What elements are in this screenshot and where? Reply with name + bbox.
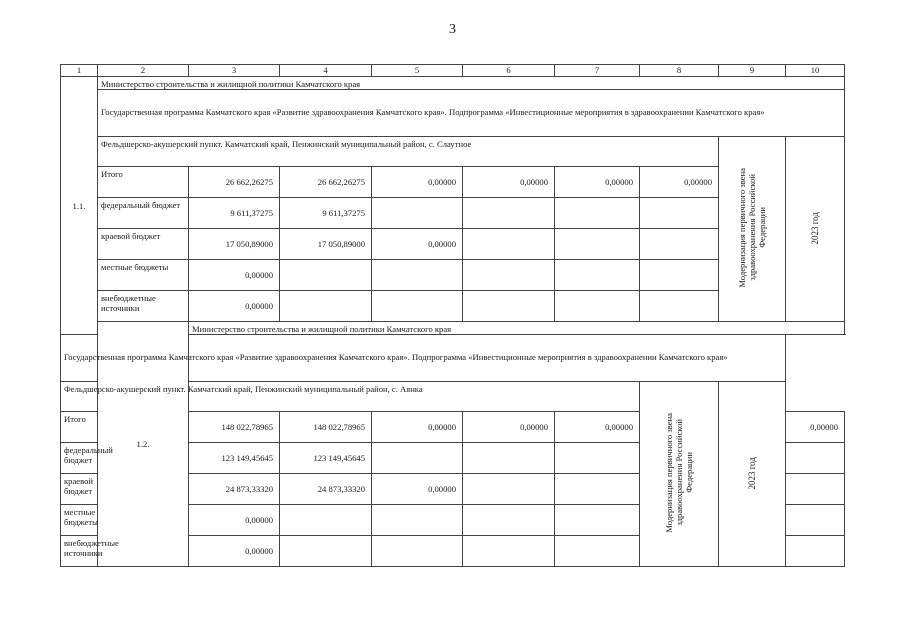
object-name: Фельдшерско-акушерский пункт. Камчатский край, Пенжинский муниципальный район, с. Слаутное [98, 137, 719, 167]
amount-cell [463, 229, 555, 260]
amount-cell [786, 505, 845, 536]
ministry-name: Министерство строительства и жилищной политики Камчатского края [189, 322, 845, 335]
amount-cell: 24 873,33320 [280, 474, 372, 505]
amount-cell [555, 474, 640, 505]
row-label: краевой бюджет [98, 229, 189, 260]
amount-cell: 24 873,33320 [189, 474, 280, 505]
project-number: 1.1. [61, 77, 98, 335]
amount-cell: 9 611,37275 [189, 198, 280, 229]
row-label: федеральный бюджет [98, 198, 189, 229]
column-header: 7 [555, 65, 640, 77]
row-label: местные бюджеты [98, 260, 189, 291]
amount-cell: 0,00000 [463, 412, 555, 443]
amount-cell: 123 149,45645 [189, 443, 280, 474]
amount-cell: 148 022,78965 [189, 412, 280, 443]
row-label: местные бюджеты [61, 505, 98, 536]
amount-cell: 0,00000 [372, 229, 463, 260]
row-label: Итого [61, 412, 98, 443]
amount-cell [372, 291, 463, 322]
amount-cell [640, 291, 719, 322]
amount-cell [555, 443, 640, 474]
amount-cell [463, 443, 555, 474]
year-text: 2023 год [810, 211, 820, 245]
page-number: 3 [449, 22, 456, 37]
amount-cell [463, 474, 555, 505]
amount-cell: 17 050,89000 [189, 229, 280, 260]
amount-cell [640, 198, 719, 229]
amount-cell: 0,00000 [372, 412, 463, 443]
amount-cell: 0,00000 [372, 167, 463, 198]
amount-cell [372, 536, 463, 567]
amount-cell [555, 536, 640, 567]
amount-cell [463, 291, 555, 322]
amount-cell [280, 536, 372, 567]
year-text: 2023 год [747, 456, 757, 490]
amount-cell: 0,00000 [555, 412, 640, 443]
column-header: 3 [189, 65, 280, 77]
amount-cell: 17 050,89000 [280, 229, 372, 260]
amount-cell [280, 260, 372, 291]
row-label: внебюджетные источники [98, 291, 189, 322]
goal-text: Модернизация первичного звена здравоохранения Российской Федерации [737, 168, 767, 288]
ministry-name: Министерство строительства и жилищной политики Камчатского края [98, 77, 845, 90]
column-number-row [61, 65, 845, 77]
column-header: 8 [640, 65, 719, 77]
amount-cell [372, 443, 463, 474]
column-header: 2 [98, 65, 189, 77]
amount-cell: 0,00000 [640, 167, 719, 198]
year-cell [786, 137, 845, 322]
amount-cell [463, 505, 555, 536]
goal-cell [640, 382, 719, 567]
amount-cell: 26 662,26275 [280, 167, 372, 198]
amount-cell [372, 260, 463, 291]
amount-cell [463, 198, 555, 229]
amount-cell [463, 536, 555, 567]
program-name: Государственная программа Камчатского края «Развитие здравоохранения Камчатского края». Подпрограмма «Инвестиционные мероприятия в здравоохранении Камчатского края» [61, 335, 786, 382]
budget-table [60, 64, 845, 567]
amount-cell: 0,00000 [555, 167, 640, 198]
amount-cell: 0,00000 [189, 536, 280, 567]
amount-cell: 148 022,78965 [280, 412, 372, 443]
amount-cell: 0,00000 [786, 412, 845, 443]
program-name: Государственная программа Камчатского края «Развитие здравоохранения Камчатского края». Подпрограмма «Инвестиционные мероприятия в здравоохранении Камчатского края» [98, 90, 845, 137]
amount-cell [463, 260, 555, 291]
amount-cell [555, 260, 640, 291]
column-header: 10 [786, 65, 845, 77]
amount-cell [640, 229, 719, 260]
amount-cell [786, 474, 845, 505]
amount-cell [555, 505, 640, 536]
amount-cell [640, 260, 719, 291]
amount-cell: 123 149,45645 [280, 443, 372, 474]
column-header: 4 [280, 65, 372, 77]
amount-cell [555, 229, 640, 260]
amount-cell: 0,00000 [189, 260, 280, 291]
row-label: внебюджетные источники [61, 536, 98, 567]
column-header: 6 [463, 65, 555, 77]
amount-cell: 0,00000 [463, 167, 555, 198]
row-label: краевой бюджет [61, 474, 98, 505]
amount-cell [280, 291, 372, 322]
goal-cell [719, 137, 786, 322]
amount-cell: 9 611,37275 [280, 198, 372, 229]
amount-cell: 0,00000 [189, 505, 280, 536]
goal-text: Модернизация первичного звена здравоохранения Российской Федерации [664, 413, 694, 533]
amount-cell [372, 505, 463, 536]
amount-cell [786, 443, 845, 474]
column-header: 9 [719, 65, 786, 77]
object-name: Фельдшерско-акушерский пункт. Камчатский край, Пенжинский муниципальный район, с. Аянка [61, 382, 640, 412]
amount-cell [280, 505, 372, 536]
column-header: 5 [372, 65, 463, 77]
year-cell [719, 382, 786, 567]
amount-cell [555, 291, 640, 322]
column-header: 1 [61, 65, 98, 77]
amount-cell: 26 662,26275 [189, 167, 280, 198]
amount-cell [786, 536, 845, 567]
row-label: Итого [98, 167, 189, 198]
amount-cell [372, 198, 463, 229]
project-number: 1.2. [98, 322, 189, 567]
amount-cell: 0,00000 [189, 291, 280, 322]
amount-cell [555, 198, 640, 229]
amount-cell: 0,00000 [372, 474, 463, 505]
row-label: федеральный бюджет [61, 443, 98, 474]
